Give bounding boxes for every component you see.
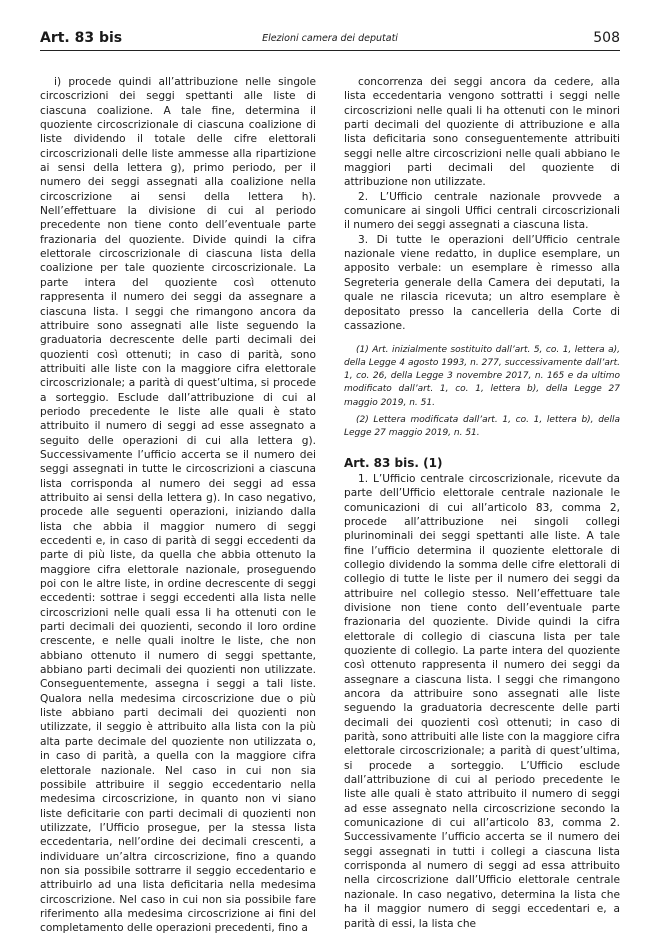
paragraph-comma-3: 3. Di tutte le operazioni dell’Ufficio centrale nazionale viene redatto, in duplice esemplare, un apposito verbale: un esemplare è rimesso alla Segreteria generale della Camera dei deputati, la quale ne rilascia ricevuta; un altro esemplare è depositato presso la cancelleria della Corte di cassazione.	[344, 233, 620, 332]
paragraph-comma-2: 2. L’Ufficio centrale nazionale provvede a comunicare ai singoli Uffici centrali circoscrizionali il numero dei seggi assegnati a ciascuna lista.	[344, 190, 620, 232]
page-number: 508	[593, 30, 620, 46]
left-column	[40, 75, 316, 936]
footnote-1: (1) Art. inizialmente sostituito dall’art. 5, co. 1, lettera a), della Legge 4 agosto 1993, n. 277, successivamente dall’art. 1, co. 26, della Legge 3 novembre 2017, n. 165 e da ultimo modificato dall’art. 1, co. 1, lettera b), della Legge 27 maggio 2019, n. 51.	[344, 345, 620, 408]
header-title: Elezioni camera dei deputati	[262, 33, 398, 44]
paragraph-continuation: concorrenza dei seggi ancora da cedere, alla lista eccedentaria vengono sottratti i seggi nelle circoscrizioni nelle quali li ha ottenuti con le minori parti decimali del quoziente di attribuzione e alla lista deficitaria sono conseguentemente attribuiti seggi nelle altre circoscrizioni nelle quali abbiano le maggiori parti decimali del quoziente di attribuzione non utilizzate.	[344, 76, 620, 189]
footnote-2: (2) Lettera modificata dall’art. 1, co. 1, lettera b), della Legge 27 maggio 2019, n. 51.	[344, 414, 620, 438]
header-article: Art. 83 bis	[40, 30, 123, 46]
paragraph-letter-i: i) procede quindi all’attribuzione nelle singole circoscrizioni dei seggi spettanti alle liste di ciascuna coalizione. A tale fine, determina il quoziente circoscrizionale di ciascuna coalizione di liste dividendo il totale delle cifre elettorali circoscrizionali delle liste ammesse alla ripartizione ai sensi della lettera g), primo periodo, per il numero dei seggi assegnati alla coalizione nella circoscrizione ai sensi della lettera h). Nell’effettuare la divisione di cui al periodo precedente non tiene conto dell’eventuale parte frazionaria del quoziente. Divide quindi la cifra elettorale circoscrizionale di ciascuna lista della coalizione per tale quoziente circoscrizionale. La parte intera del quoziente così ottenuto rappresenta il numero dei seggi da assegnare a ciascuna lista. I seggi che rimangono ancora da attribuire sono assegnati alle liste seguendo la graduatoria decrescente delle parti decimali dei quozienti così ottenuti; in caso di parità, sono attribuiti alle liste con la maggiore cifra elettorale circoscrizionale; a parità di quest’ultima, si procede a sorteggio. Esclude dall’attribuzione di cui al periodo precedente le liste alle quali è stato attribuito il numero di seggi ad esse assegnato a seguito delle operazioni di cui alla lettera g). Successivamente l’ufficio accerta se il numero dei seggi assegnati in tutte le circoscrizioni a ciascuna lista corrisponda al numero dei seggi ad essa attribuito ai sensi della lettera g). In caso negativo, procede alle seguenti operazioni, iniziando dalla lista che abbia il maggior numero di seggi eccedenti e, in caso di parità di seggi eccedenti da parte di più liste, da quella che abbia ottenuto la maggiore cifra elettorale nazionale, proseguendo poi con le altre liste, in ordine decrescente di seggi eccedenti: sottrae i seggi eccedenti alla lista nelle circoscrizioni nelle quali essa li ha ottenuti con le parti decimali dei quozienti, secondo il loro ordine crescente, e nelle quali inoltre le liste, che non abbiano ottenuto il numero di seggi spettante, abbiano parti decimali dei quozienti non utilizzate. Conseguentemente, assegna i seggi a tali liste. Qualora nella medesima circoscrizione due o più liste abbiano parti decimali dei quozienti non utilizzate, il seggio è attribuito alla lista con la più alta parte decimale del quoziente non utilizzata o, in caso di parità, a quella con la maggiore cifra elettorale nazionale. Nel caso in cui non sia possibile attribuire il seggio eccedentario nella medesima circoscrizione, in quanto non vi siano liste deficitarie con parti decimali di quozienti non utilizzate, l’Ufficio prosegue, per la stessa lista eccedentaria, nell’ordine dei decimali crescenti, a individuare un’altra circoscrizione, fino a quando non sia possibile sottrarre il seggio eccedentario e attribuirlo ad una lista deficitaria nella medesima circoscrizione. Nel caso in cui non sia possibile fare riferimento alla medesima circoscrizione ai fini del completamento delle operazioni precedenti, fino a	[40, 76, 316, 935]
page-header	[40, 28, 620, 51]
article-heading: Art. 83 bis. (1)	[344, 455, 443, 470]
right-column	[344, 75, 620, 936]
footnotes	[344, 344, 620, 440]
article-paragraph-1: 1. L’Ufficio centrale circoscrizionale, ricevute da parte dell’Ufficio elettorale centrale nazionale le comunicazioni di cui all’articolo 83, comma 2, procede all’attribuzione nei singoli collegi plurinominali dei seggi spettanti alle liste. A tale fine l’ufficio determina il quoziente elettorale di collegio dividendo la somma delle cifre elettorali di collegio di tutte le liste per il numero dei seggi da attribuire nel collegio stesso. Nell’effettuare tale divisione non tiene conto dell’eventuale parte frazionaria del quoziente. Divide quindi la cifra elettorale di collegio di ciascuna lista per tale quoziente di collegio. La parte intera del quoziente così ottenuto rappresenta il numero dei seggi da assegnare a ciascuna lista. I seggi che rimangono ancora da attribuire sono assegnati alle liste seguendo la graduatoria decrescente delle parti decimali dei quozienti così ottenuti; in caso di parità, sono attribuiti alle liste con la maggiore cifra elettorale circoscrizionale; a parità di quest’ultima, si procede a sorteggio. L’Ufficio esclude dall’attribuzione di cui al periodo precedente le liste alle quali è stato attribuito il numero di seggi ad esse assegnato nella circoscrizione secondo la comunicazione di cui all’articolo 83, comma 2. Successivamente l’ufficio accerta se il numero dei seggi assegnati in tutti i collegi a ciascuna lista corrisponda al numero di seggi ad essa attribuito nella circoscrizione dall’Ufficio elettorale centrale nazionale. In caso negativo, determina la lista che ha il maggior numero di seggi eccedentari e, a parità di essi, la lista che	[344, 472, 620, 930]
body-columns	[40, 75, 620, 936]
